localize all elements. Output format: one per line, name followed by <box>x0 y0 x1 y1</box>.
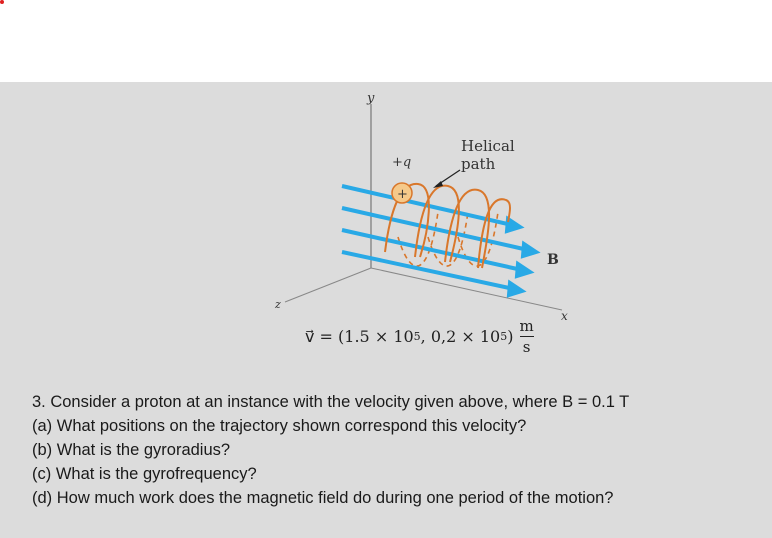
question-part-c: (c) What is the gyrofrequency? <box>32 465 257 483</box>
field-label: B <box>547 252 559 268</box>
formula-mid: , 0,2 × 10 <box>420 327 501 346</box>
charge-sign: + <box>397 187 408 202</box>
z-axis <box>285 268 371 302</box>
formula-exp2: 5 <box>500 330 508 343</box>
content-panel <box>0 82 772 538</box>
question-part-b: (b) What is the gyroradius? <box>32 441 231 459</box>
red-dot-marker <box>0 0 4 4</box>
formula-lhs: v⃗ = (1.5 × 10 <box>305 327 414 346</box>
question-intro: 3. Consider a proton at an instance with the velocity given above, where B = 0.1 T <box>32 393 630 411</box>
x-axis <box>371 268 562 310</box>
z-axis-label: z <box>275 298 281 311</box>
unit-denominator: s <box>522 338 531 356</box>
fraction-bar <box>520 336 534 337</box>
velocity-formula <box>305 318 534 355</box>
helical-path-figure <box>250 82 610 322</box>
x-axis-label: x <box>561 309 568 322</box>
question-part-a: (a) What positions on the trajectory shown correspond this velocity? <box>32 417 527 435</box>
unit-fraction <box>519 318 533 355</box>
formula-rhs: ) <box>507 327 514 346</box>
y-axis-label: y <box>367 91 375 106</box>
question-part-d: (d) How much work does the magnetic field do during one period of the motion? <box>32 489 614 507</box>
formula-exp1: 5 <box>413 330 421 343</box>
helical-label-line2: path <box>461 155 496 173</box>
charge-label: +q <box>392 155 412 170</box>
unit-numerator: m <box>519 317 534 335</box>
helical-label-line1: Helical <box>461 137 515 155</box>
question-block <box>32 390 762 510</box>
